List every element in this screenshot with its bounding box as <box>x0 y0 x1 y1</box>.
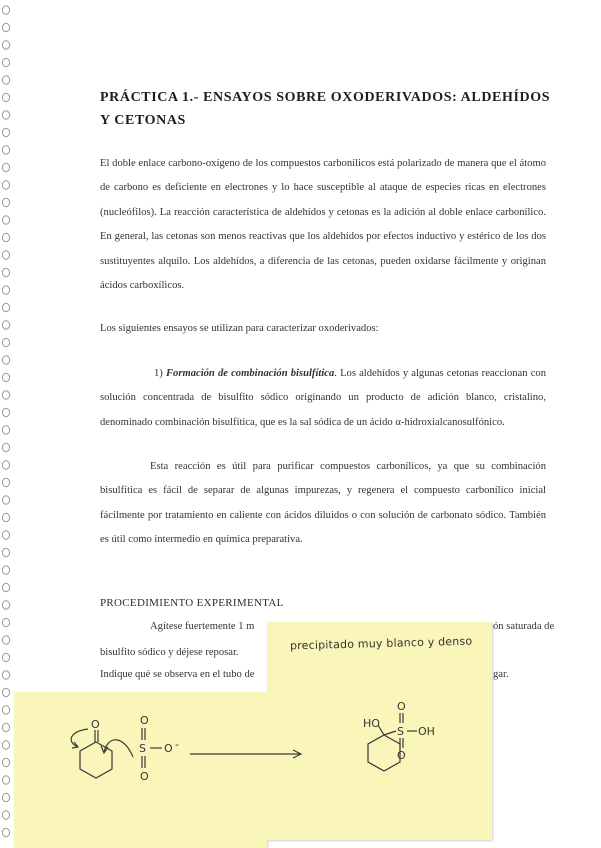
procedure-line-3-end: gar. <box>493 669 509 680</box>
test-1-number: 1) <box>154 368 163 379</box>
procedure-heading: PROCEDIMIENTO EXPERIMENTAL <box>100 597 284 609</box>
test-1-title: Formación de combinación bisulfítica <box>165 368 335 379</box>
bisulfite-charge: - <box>175 738 179 751</box>
bisulfite-sulfur: S <box>139 742 146 755</box>
product-ring <box>368 735 400 771</box>
c-s-bond <box>384 731 396 735</box>
test-1-note: Esta reacción es útil para purificar compuestos carbonílicos, ya que su combinación bisulfítica es fácil de separar de algunas impurezas, y regenera el compuesto carbonílico inicial fácilmente por tratamiento en caliente con ácidos diluidos o con solución de carbonato sódico. También es útil como intermedio en química preparativa. <box>100 461 546 546</box>
product-sulfur: S <box>397 725 404 738</box>
procedure-line-2: bisulfito sódico y déjese reposar. <box>100 647 239 658</box>
product-oxygen-top: O <box>397 700 406 713</box>
product-hydroxyl: HO <box>363 717 380 730</box>
handwritten-note: precipitado muy blanco y denso <box>289 634 473 653</box>
electron-arrow-left <box>71 729 88 747</box>
bisulfite-oxygen-bottom: O <box>140 770 149 783</box>
lead-paragraph: Los siguientes ensayos se utilizan para caracterizar oxoderivados: <box>100 323 379 334</box>
procedure-line-1: Agítese fuertemente 1 m <box>150 621 255 632</box>
page-title: PRÁCTICA 1.- ENSAYOS SOBRE OXODERIVADOS: ALDEHÍDOS Y CETONAS <box>100 90 551 128</box>
procedure-line-3: Indique qué se observa en el tubo de <box>100 669 255 680</box>
product-oxygen-bottom: O <box>397 749 406 762</box>
intro-paragraph: El doble enlace carbono-oxígeno de los compuestos carbonílicos está polarizado de manera que el átomo de carbono es deficiente en electrones y lo hace susceptible al ataque de especies ricas en electrones (nucleófilos). La reacción característica de aldehídos y cetonas es la adición al doble enlace carbonílico. En general, las cetonas son menos reactivas que los aldehídos por efectos inductivo y estérico de los dos sustituyentes alquilo. Los aldehídos, a diferencia de las cetonas, pueden oxidarse fácilmente y originan ácidos carboxílicos. <box>100 158 546 292</box>
carbonyl-oxygen: O <box>91 718 100 731</box>
bisulfite-oxygen-top: O <box>140 714 149 727</box>
c-oh-bond <box>378 725 384 735</box>
procedure-line-1-end: ón saturada de <box>493 621 555 632</box>
test-1-body: . Los aldehídos y algunas cetonas reaccionan con solución concentrada de bisulfito sódico originando un producto de adición blanco, cristalino, denominado combinación bisulfítica, que es la sal sódica de un ácido α-hidroxialcanosulfónico. <box>100 368 546 428</box>
product-oh: OH <box>418 725 435 738</box>
bisulfite-oxygen-right: O <box>164 742 173 755</box>
